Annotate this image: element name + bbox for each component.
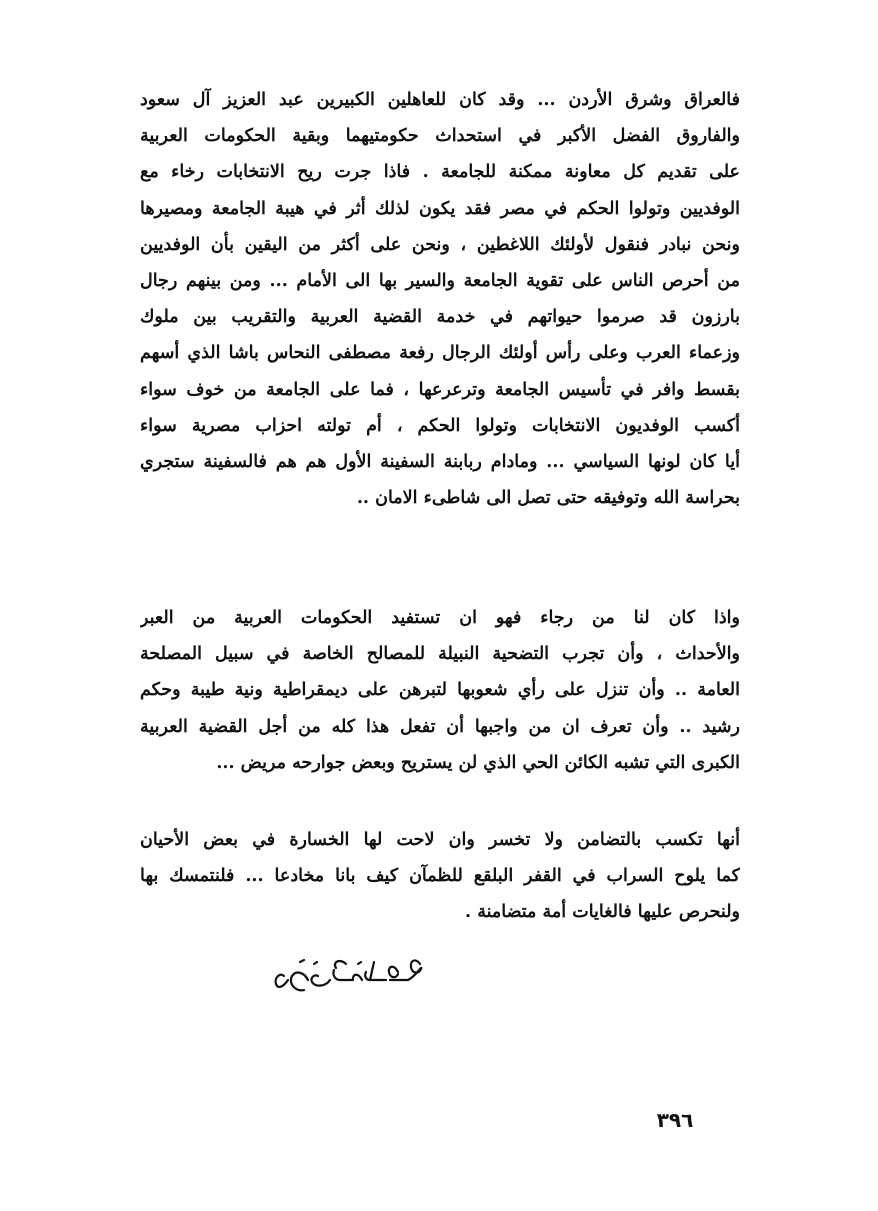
- text-line: بحراسة الله وتوفيقه حتى تصل الى شاطىء الامان ..: [356, 488, 740, 509]
- text-line: الوفديين وتولوا الحكم في مصر فقد يكون لذلك أثر في هيبة الجامعة ومصيرها: [140, 198, 740, 219]
- text-line: ونحن نبادر فنقول لأولئك اللاغطين ، ونحن على أكثر من اليقين بأن الوفديين: [140, 234, 740, 255]
- text-line: على تقديم كل معاونة ممكنة للجامعة . فاذا جرت ريح الانتخابات رخاء مع: [140, 162, 740, 183]
- text-line: أنها تكسب بالتضامن ولا تخسر وان لاحت لها الخسارة في بعض الأحيان: [140, 830, 740, 850]
- handwritten-signature: [270, 950, 430, 1000]
- paragraph-3: [140, 822, 740, 931]
- paragraph-1: [140, 82, 740, 516]
- text-line: رشيد .. وأن تعرف ان من واجبها أن تفعل هذا كله من أجل القضية العربية: [140, 716, 740, 737]
- text-line: بارزون قد صرموا حيواتهم في خدمة القضية العربية والتقريب بين ملوك: [140, 307, 740, 328]
- text-line: ولنحرص عليها فالغايات أمة متضامنة .: [465, 902, 740, 923]
- text-line: واذا كان لنا من رجاء فهو ان تستفيد الحكومات العربية من العبر: [140, 608, 740, 628]
- text-line: بقسط وافر في تأسيس الجامعة وترعرعها ، فما على الجامعة من خوف سواء: [140, 379, 740, 400]
- text-line: والفاروق الفضل الأكبر في استحداث حكومتيهما وبقية الحكومات العربية: [140, 126, 740, 147]
- text-line: فالعراق وشرق الأردن ... وقد كان للعاهلين الكبيرين عبد العزيز آل سعود: [140, 90, 740, 110]
- text-line: أيا كان لونها السياسي ... ومادام ربابنة السفينة الأول هم هم فالسفينة ستجري: [140, 451, 740, 472]
- text-line: من أحرص الناس على تقوية الجامعة والسير بها الى الأمام ... ومن بينهم رجال: [140, 270, 740, 291]
- text-line: أكسب الوفديون الانتخابات وتولوا الحكم ، أم تولته احزاب مصرية سواء: [140, 415, 740, 436]
- page-number: ٣٩٦: [656, 1108, 694, 1132]
- text-line: الكبرى التي تشبه الكائن الحي الذي لن يستريح وبعض جوارحه مريض ...: [216, 752, 740, 773]
- text-line: كما يلوح السراب في القفر البلقع للظمآن كيف بانا مخادعا ... فلنتمسك بها: [140, 866, 740, 887]
- text-line: العامة .. وأن تنزل على رأي شعوبها لتبرهن على ديمقراطية ونية طيبة وحكم: [140, 680, 740, 701]
- text-line: والأحداث ، وأن تجرب التضحية النبيلة للمصالح الخاصة في سبيل المصلحة: [140, 644, 740, 665]
- paragraph-2: [140, 600, 740, 781]
- text-line: وزعماء العرب وعلى رأس أولئك الرجال رفعة مصطفى النحاس باشا الذي أسهم: [140, 343, 740, 364]
